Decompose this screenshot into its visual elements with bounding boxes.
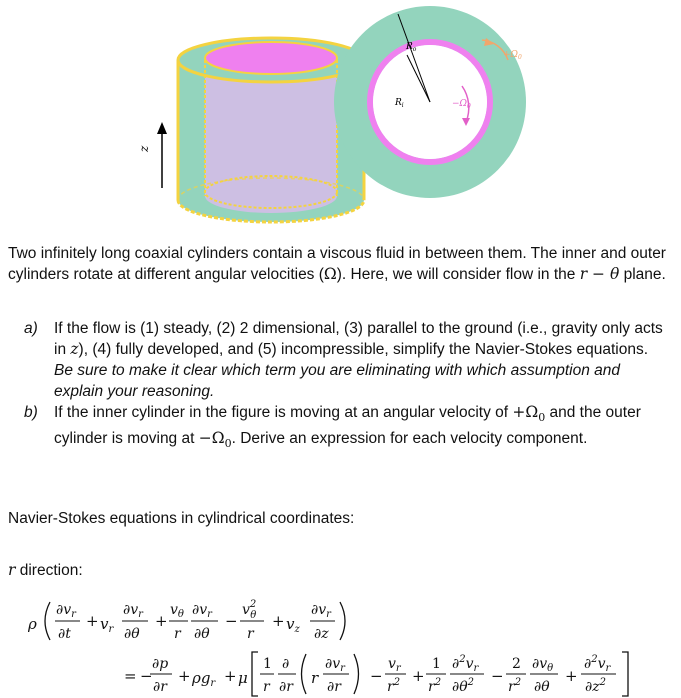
svg-text:∂r: ∂r bbox=[327, 679, 341, 695]
svg-text:r: r bbox=[311, 669, 319, 687]
outer-radius-label: $R_o$ bbox=[406, 42, 417, 53]
svg-text:∂p: ∂p bbox=[152, 656, 169, 672]
svg-text:=: = bbox=[124, 667, 137, 685]
coaxial-cylinder-3d bbox=[178, 38, 364, 222]
svg-text:∂r: ∂r bbox=[153, 679, 167, 695]
svg-text:2: 2 bbox=[512, 656, 521, 672]
svg-text:+: + bbox=[86, 612, 99, 630]
svg-text:∂vr: $\partial v_r$ bbox=[123, 602, 143, 620]
svg-text:∂z2: $\partial z^2$ bbox=[585, 677, 606, 695]
svg-text:∂θ: ∂θ bbox=[124, 626, 140, 642]
svg-text:∂θ2: $\partial\theta^2$ bbox=[452, 677, 475, 695]
svg-text:r2: $r^2$ bbox=[508, 677, 522, 695]
svg-text:+: + bbox=[565, 667, 578, 685]
svg-text:∂t: ∂t bbox=[58, 626, 71, 642]
svg-text:r2: $r^2$ bbox=[387, 677, 401, 695]
intro-paragraph: Two infinitely long coaxial cylinders contain a viscous fluid in between them. The inner and outer cylinders rotate at different angular velocities (Ω). Here, we will consider flow in the r − θ plane. bbox=[8, 245, 666, 283]
annulus-top-view bbox=[334, 6, 526, 198]
svg-text:vr: $v_r$ bbox=[388, 656, 401, 674]
svg-text:r: r bbox=[263, 679, 270, 695]
svg-text:∂θ: ∂θ bbox=[534, 679, 550, 695]
svg-text:+: + bbox=[178, 667, 191, 685]
svg-text:+: + bbox=[272, 612, 285, 630]
svg-text:−: − bbox=[140, 667, 153, 685]
emphasis-text: Be sure to make it clear which term you are eliminating with which assumption and explain your reasoning. bbox=[54, 362, 621, 400]
cylinders-figure bbox=[0, 0, 681, 235]
svg-text:∂vr: $\partial v_r$ bbox=[311, 602, 331, 620]
svg-text:−: − bbox=[370, 667, 383, 685]
svg-text:r: r bbox=[174, 626, 181, 642]
item-marker: b) bbox=[24, 404, 38, 421]
svg-text:∂2vr: $\partial^2v_r$ bbox=[452, 654, 479, 674]
svg-text:+: + bbox=[155, 612, 168, 630]
question-item-b: b) If the inner cylinder in the figure is moving at an angular velocity of $+\Omega_0$ and the outer cylinder is moving at $-\Omega_0$. Derive an expression for each velocity component. bbox=[24, 403, 641, 451]
svg-text:∂: ∂ bbox=[282, 656, 290, 672]
minus-omega-label: $-\Omega_0$ bbox=[452, 99, 471, 110]
z-axis-arrow bbox=[137, 122, 167, 188]
r-direction-label: r direction: bbox=[8, 561, 83, 579]
svg-text:μ: μ bbox=[238, 669, 248, 687]
svg-text:∂vr: $\partial v_r$ bbox=[192, 602, 212, 620]
question-item-a: a) If the flow is (1) steady, (2) 2 dimensional, (3) parallel to the ground (i.e., gravity only acts in z), (4) fully developed, and (5) incompressible, simplify the Navier-Stokes equations. Be sure to make it clear which term you are eliminating with which assumption and explain your reasoning. bbox=[24, 320, 663, 400]
svg-text:vθ: $v_\theta$ bbox=[170, 602, 184, 620]
svg-text:ρ: ρ bbox=[28, 615, 37, 633]
svg-text:∂vr: $\partial v_r$ bbox=[56, 602, 76, 620]
svg-text:∂θ: ∂θ bbox=[194, 626, 210, 642]
inner-radius-label: $R_i$ bbox=[395, 98, 404, 109]
svg-text:ρgr: $\rho g_r$ bbox=[192, 669, 216, 689]
svg-text:v2θ: $v^2$ θ bbox=[242, 599, 257, 621]
svg-text:+: + bbox=[224, 667, 237, 685]
svg-text:∂vθ: $\partial v_\theta$ bbox=[532, 656, 554, 674]
question-list bbox=[24, 318, 664, 454]
svg-text:1: 1 bbox=[432, 656, 441, 672]
svg-text:1: 1 bbox=[263, 656, 272, 672]
equation-lhs bbox=[28, 599, 345, 642]
svg-text:+: + bbox=[412, 667, 425, 685]
svg-text:r2: $r^2$ bbox=[428, 677, 442, 695]
svg-text:∂r: ∂r bbox=[279, 679, 293, 695]
svg-text:∂2vr: $\partial^2v_r$ bbox=[584, 654, 611, 674]
svg-text:−: − bbox=[491, 667, 504, 685]
item-marker: a) bbox=[24, 320, 38, 337]
navier-stokes-r-equation bbox=[28, 588, 668, 698]
svg-text:−: − bbox=[225, 612, 238, 630]
svg-text:vr: $v_r$ bbox=[100, 615, 114, 635]
z-axis-label: z bbox=[137, 145, 151, 152]
svg-text:∂z: ∂z bbox=[314, 626, 329, 642]
plus-omega-label: $+\Omega_0$ bbox=[503, 50, 522, 61]
svg-text:r: r bbox=[247, 626, 254, 642]
svg-text:vz: $v_z$ bbox=[286, 615, 300, 635]
svg-text:∂vr: $\partial v_r$ bbox=[325, 656, 345, 674]
ns-heading: Navier-Stokes equations in cylindrical coordinates: bbox=[8, 510, 355, 527]
equation-rhs bbox=[124, 652, 628, 696]
